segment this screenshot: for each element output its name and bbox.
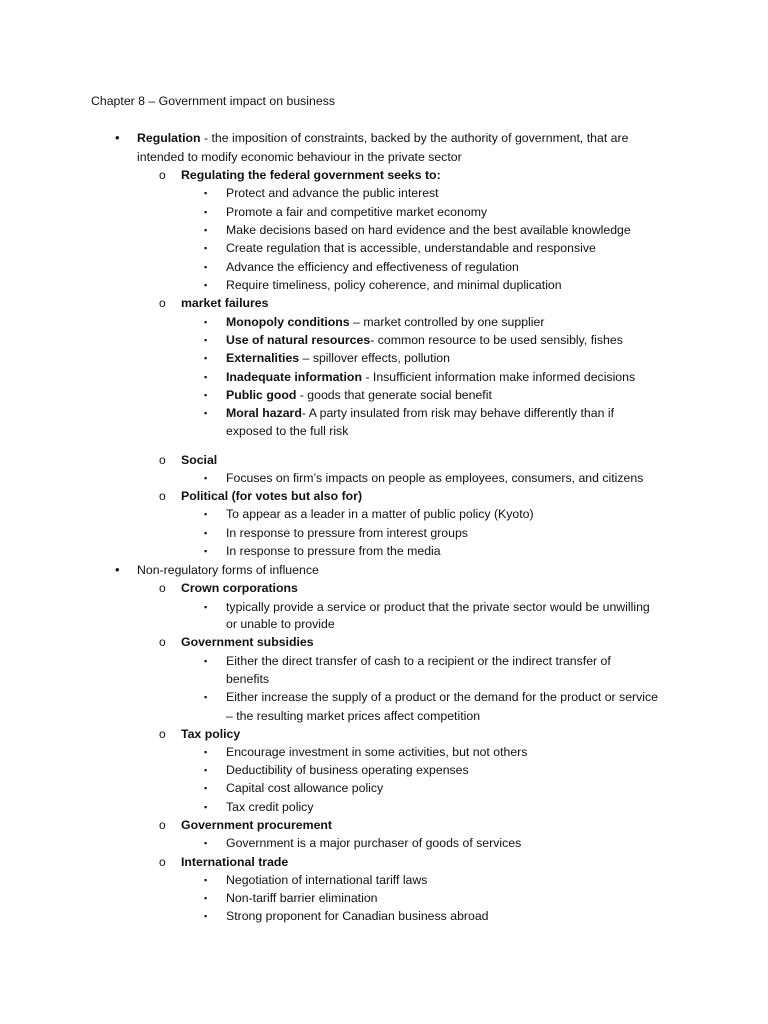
item-term: Inadequate information <box>226 370 362 384</box>
item-term: Monopoly conditions <box>226 315 350 329</box>
item-text: – spillover effects, pollution <box>299 351 450 365</box>
bullet-l3: ▪ <box>204 911 208 921</box>
list-item: Non-tariff barrier elimination <box>226 891 378 905</box>
list-item <box>226 331 623 349</box>
bullet-l3: ▪ <box>204 546 208 556</box>
bullet-l3: ▪ <box>204 390 208 400</box>
list-item: Promote a fair and competitive market economy <box>226 205 488 219</box>
bullet-l2: o <box>159 453 166 467</box>
list-item: Capital cost allowance policy <box>226 781 384 795</box>
list-item: Deductibility of business operating expenses <box>226 763 469 777</box>
bullet-l3: ▪ <box>204 372 208 382</box>
item-term: Moral hazard <box>226 406 302 420</box>
item-term: Public good <box>226 388 297 402</box>
bullet-l3: ▪ <box>204 893 208 903</box>
item-text: - goods that generate social benefit <box>296 388 492 402</box>
list-item <box>226 368 635 386</box>
bullet-l2: o <box>159 296 166 310</box>
item-text: - Insufficient information make informed decisions <box>361 370 636 384</box>
list-item-continuation: or unable to provide <box>226 617 335 631</box>
bullet-l3: ▪ <box>204 317 208 327</box>
federal-heading: Regulating the federal government seeks to: <box>181 168 441 182</box>
list-item: Negotiation of international tariff laws <box>226 873 428 887</box>
bullet-l3: ▪ <box>204 802 208 812</box>
bullet-l3: ▪ <box>204 783 208 793</box>
bullet-l3: ▪ <box>204 225 208 235</box>
crown-heading: Crown corporations <box>181 581 298 595</box>
list-item <box>226 313 544 331</box>
bullet-l2: o <box>159 581 166 595</box>
regulation-definition <box>137 129 628 147</box>
tax-heading: Tax policy <box>181 727 241 741</box>
list-item: Government is a major purchaser of goods of services <box>226 836 522 850</box>
bullet-l3: ▪ <box>204 656 208 666</box>
list-item: Advance the efficiency and effectiveness of regulation <box>226 260 519 274</box>
list-item: Focuses on firm’s impacts on people as employees, consumers, and citizens <box>226 471 644 485</box>
list-item: In response to pressure from interest groups <box>226 526 468 540</box>
bullet-l1: • <box>115 562 120 577</box>
list-item <box>226 386 492 404</box>
political-heading: Political (for votes but also for) <box>181 489 363 503</box>
subsidies-heading: Government subsidies <box>181 635 314 649</box>
regulation-term: Regulation <box>137 131 201 145</box>
item-term: Externalities <box>226 351 300 365</box>
bullet-l3: ▪ <box>204 243 208 253</box>
list-item: Make decisions based on hard evidence and the best available knowledge <box>226 223 631 237</box>
list-item: Strong proponent for Canadian business abroad <box>226 909 489 923</box>
bullet-l3: ▪ <box>204 262 208 272</box>
bullet-l3: ▪ <box>204 692 208 702</box>
list-item: Require timeliness, policy coherence, and minimal duplication <box>226 278 562 292</box>
bullet-l2: o <box>159 727 166 741</box>
page-title: Chapter 8 – Government impact on business <box>91 94 336 108</box>
item-text: – market controlled by one supplier <box>349 315 545 329</box>
trade-heading: International trade <box>181 855 289 869</box>
item-term: Use of natural resources <box>226 333 371 347</box>
item-text: - A party insulated from risk may behave differently than if <box>301 406 614 420</box>
bullet-l2: o <box>159 168 166 182</box>
bullet-l3: ▪ <box>204 509 208 519</box>
non-regulatory-heading: Non-regulatory forms of influence <box>137 563 319 577</box>
bullet-l3: ▪ <box>204 838 208 848</box>
bullet-l1: • <box>115 130 120 145</box>
bullet-l3: ▪ <box>204 207 208 217</box>
list-item-continuation: exposed to the full risk <box>226 424 349 438</box>
list-item <box>226 404 614 422</box>
bullet-l2: o <box>159 489 166 503</box>
bullet-l3: ▪ <box>204 765 208 775</box>
regulation-def-line1: - the imposition of constraints, backed by the authority of government, that are <box>200 131 629 145</box>
list-item: Either the direct transfer of cash to a recipient or the indirect transfer of <box>226 654 611 668</box>
regulation-def-line2: intended to modify economic behaviour in the private sector <box>137 150 462 164</box>
bullet-l2: o <box>159 635 166 649</box>
list-item-continuation: benefits <box>226 672 270 686</box>
bullet-l3: ▪ <box>204 353 208 363</box>
bullet-l3: ▪ <box>204 602 208 612</box>
bullet-l3: ▪ <box>204 875 208 885</box>
bullet-l2: o <box>159 818 166 832</box>
procurement-heading: Government procurement <box>181 818 333 832</box>
list-item: Encourage investment in some activities, but not others <box>226 745 528 759</box>
list-item: In response to pressure from the media <box>226 544 441 558</box>
bullet-l3: ▪ <box>204 188 208 198</box>
list-item: Either increase the supply of a product or the demand for the product or service <box>226 690 658 704</box>
list-item: To appear as a leader in a matter of public policy (Kyoto) <box>226 507 534 521</box>
list-item-continuation: – the resulting market prices affect competition <box>226 709 481 723</box>
bullet-l3: ▪ <box>204 528 208 538</box>
bullet-l3: ▪ <box>204 747 208 757</box>
list-item: Protect and advance the public interest <box>226 186 439 200</box>
social-heading: Social <box>181 453 218 467</box>
list-item <box>226 349 450 367</box>
list-item: Tax credit policy <box>226 800 314 814</box>
bullet-l3: ▪ <box>204 335 208 345</box>
list-item: Create regulation that is accessible, understandable and responsive <box>226 241 596 255</box>
bullet-l3: ▪ <box>204 280 208 290</box>
bullet-l2: o <box>159 855 166 869</box>
market-failures-heading: market failures <box>181 296 269 310</box>
bullet-l3: ▪ <box>204 473 208 483</box>
list-item: typically provide a service or product that the private sector would be unwilling <box>226 600 650 614</box>
bullet-l3: ▪ <box>204 408 208 418</box>
item-text: - common resource to be used sensibly, fishes <box>370 333 623 347</box>
